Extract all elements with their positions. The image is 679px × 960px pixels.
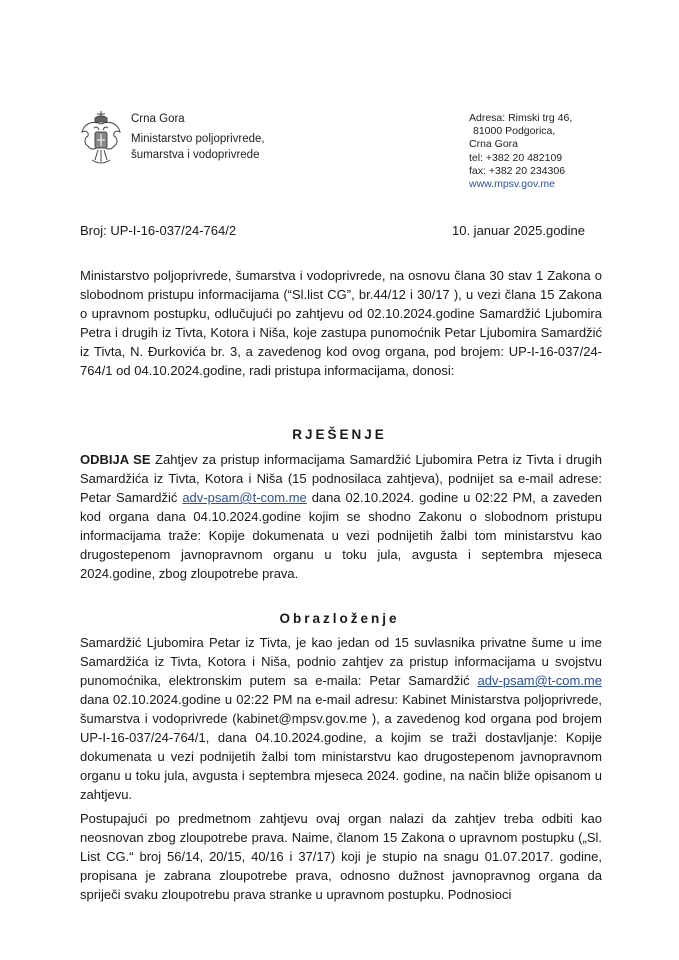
reasoning-heading: Obrazloženje xyxy=(279,611,400,626)
address-postal: 81000 Podgorica, xyxy=(473,125,556,138)
address-country: Crna Gora xyxy=(469,138,519,151)
country-name: Crna Gora xyxy=(131,113,185,125)
ministry-name-line2: šumarstva i vodoprivrede xyxy=(131,149,260,161)
reasoning-paragraph-1 xyxy=(80,633,602,804)
reasoning-text-2: Postupajući po predmetnom zahtjevu ovaj organ nalazi da zahtjev treba odbiti kao neosnovan zbog zloupotrebe prava. Naime, članom 15 Zakona o upravnom postupku („Sl. List CG.“ broj 56/14, 20/15, 40/16 i 37/17) koji je stupio na snagu 01.07.2017. godine, propisana je zabrana zloupotrebe prava, odnosno dužnost javnopravnog organa da spriječi svaku zloupotrebu prava stranke u upravnom postupku. Podnosioci xyxy=(80,811,602,902)
address-block xyxy=(469,112,572,191)
decision-heading: RJEŠENJE xyxy=(292,427,387,442)
document-date: 10. januar 2025.godine xyxy=(452,223,586,238)
ministry-name-line1: Ministarstvo poljoprivrede, xyxy=(131,133,265,145)
reasoning-paragraph-2 xyxy=(80,809,602,904)
decision-keyword: ODBIJA SE xyxy=(80,452,151,467)
coat-of-arms-icon xyxy=(80,110,122,166)
address-web-link[interactable]: www.mpsv.gov.me xyxy=(469,178,555,191)
address-tel: tel: +382 20 482109 xyxy=(469,151,563,164)
document-number: Broj: UP-I-16-037/24-764/2 xyxy=(80,223,237,238)
ministry-name-block xyxy=(131,111,265,163)
decision-paragraph xyxy=(80,450,602,583)
address-street: Adresa: Rimski trg 46, xyxy=(469,112,573,124)
reasoning-text-part1: Samardžić Ljubomira Petar iz Tivta, je kao jedan od 15 suvlasnika privatne šume u ime Samardžića iz Tivta, Kotora i Niša, podnio zahtjev za pristup informacijama u svojstvu punomoćnika, elektronskim putem sa e-maila: Petar Samardžić xyxy=(80,635,602,688)
address-fax: fax: +382 20 234306 xyxy=(469,164,566,177)
decision-text-part1: Zahtjev za pristup informacijama Samardžić Ljubomira Petra iz Tivta i drugih Samardžića iz Tivta, Kotora i Niša (15 podnosilaca zahtjeva), podnijet sa e-mail adrese: Petar Samardžić xyxy=(80,452,602,505)
email-link[interactable]: adv-psam@t-com.me xyxy=(182,490,307,505)
decision-text-part2: dana 02.10.2024. godine u 02:22 PM, a zaveden kod organa dana 04.10.2024.godine kojim se shodno Zakonu o slobodnom pristupu informacijama traže: Kopije dokumenata u vezi podnijetih žalbi tom ministarstvu kao drugostepenom javnopravnom organu u toku jula, avgusta i septembra mjeseca 2024.godine, zbog zloupotrebe prava. xyxy=(80,490,603,581)
intro-text: Ministarstvo poljoprivrede, šumarstva i vodoprivrede, na osnovu člana 30 stav 1 Zakona o slobodnom pristupu informacijama (“Sl.list CG”, br.44/12 i 30/17 ), u vezi člana 15 Zakona o upravnom postupku, odlučujući po zahtjevu od 02.10.2024.godine Samardžić Ljubomira Petra i drugih iz Tivta, Kotora i Niša, koje zastupa punomoćnik Petar Ljubomira Samardžić iz Tivta, N. Đurkovića br. 3, a zavedenog kod ovog organa, pod brojem: UP-I-16-037/24-764/1 od 04.10.2024.godine, radi pristupa informacijama, donosi: xyxy=(80,268,602,378)
intro-paragraph xyxy=(80,266,602,380)
email-link-2[interactable]: adv-psam@t-com.me xyxy=(477,673,602,688)
reasoning-text-part2: dana 02.10.2024.godine u 02:22 PM na e-mail adresu: Kabinet Ministarstva poljoprivrede, šumarstva i vodoprivrede (kabinet@mpsv.gov.me ), a zavedenog kod organa pod brojem UP-I-16-037/24-764/1, dana 04.10.2024.godine, a kojim se traži dostavljanje: Kopije dokumenata u vezi podnijetih žalbi tom ministarstvu kao drugostepenom javnopravnom organu u toku jula, avgusta i septembra mjeseca 2024. godine, na način bliže opisanom u zahtjevu. xyxy=(80,692,602,802)
